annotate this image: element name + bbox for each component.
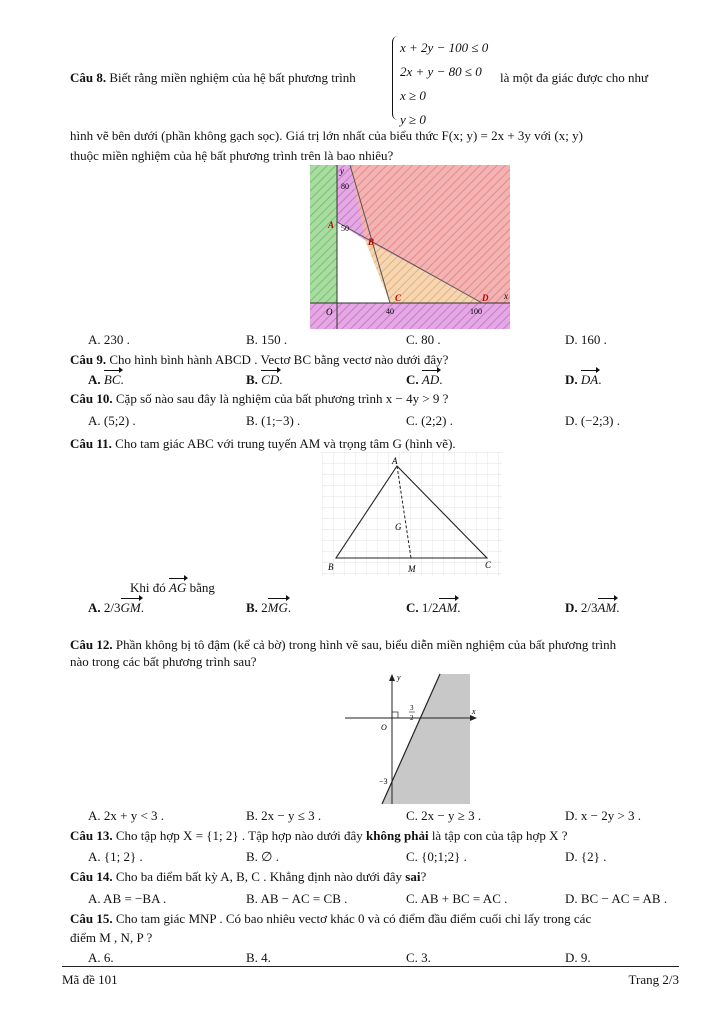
- q8-x-label: x: [504, 291, 508, 301]
- q12-option-b[interactable]: B. 2x − y ≤ 3 .: [246, 808, 322, 823]
- q8-tick-100: 100: [470, 307, 482, 316]
- q8-tick-50: 50: [341, 224, 349, 233]
- q11-then: Khi đó AG bằng: [130, 580, 215, 595]
- q15-option-b[interactable]: B. 4.: [246, 950, 271, 965]
- q8-line3: thuộc miền nghiệm của hệ bất phương trình trên là bao nhiêu?: [70, 148, 394, 163]
- q8-option-c[interactable]: C. 80 .: [406, 332, 441, 347]
- q8-after-system: là một đa giác được cho như: [500, 70, 649, 85]
- q10-option-a[interactable]: A. (5;2) .: [88, 413, 136, 428]
- q14-option-b[interactable]: B. AB − AC = CB .: [246, 891, 348, 906]
- q14-option-d[interactable]: D. BC − AC = AB .: [565, 891, 668, 906]
- q15-text2: điểm M , N, P ?: [70, 930, 153, 945]
- q8-tick-40: 40: [386, 307, 394, 316]
- q12-option-c[interactable]: C. 2x − y ≥ 3 .: [406, 808, 482, 823]
- q13-option-b[interactable]: B. ∅ .: [246, 849, 279, 864]
- q11-text: Câu 11. Cho tam giác ABC với trung tuyến AM và trọng tâm G (hình vẽ).: [70, 436, 456, 451]
- q9-option-c[interactable]: C. AD.: [406, 372, 443, 387]
- q11-label-c: C: [485, 560, 492, 570]
- q8-line2: hình vẽ bên dưới (phần không gạch sọc). Giá trị lớn nhất của biểu thức F(x; y) = 2x + 3y với (x; y): [70, 128, 583, 143]
- q12-tick-minus3: −3: [379, 777, 388, 786]
- q11-label-g: G: [395, 522, 402, 532]
- q9-text: Câu 9. Cho hình bình hành ABCD . Vectơ BC bằng vectơ nào dưới đây?: [70, 352, 449, 367]
- q14-option-c[interactable]: C. AB + BC = AC .: [406, 891, 508, 906]
- q11-option-c[interactable]: C. 1/2AM.: [406, 600, 461, 615]
- q8-y-label: y: [340, 166, 344, 176]
- footer-divider: [62, 966, 679, 967]
- q8-origin: O: [326, 307, 333, 317]
- q11-label-b: B: [328, 562, 334, 572]
- q9-option-b[interactable]: B. CD.: [246, 372, 283, 387]
- footer-exam-code: Mã đề 101: [62, 972, 118, 987]
- q8-option-d[interactable]: D. 160 .: [565, 332, 607, 347]
- q8-figure: [310, 165, 510, 329]
- q12-text2: nào trong các bất phương trình sau?: [70, 654, 257, 669]
- q8-system: [400, 36, 488, 132]
- q13-text: Câu 13. Cho tập hợp X = {1; 2} . Tập hợp nào dưới đây không phải là tập con của tập hợp X ?: [70, 828, 568, 843]
- q12-y-label: y: [397, 673, 401, 682]
- q8-point-b: B: [368, 237, 375, 247]
- q8-point-c: C: [395, 293, 402, 303]
- q15-text1: Câu 15. Cho tam giác MNP . Có bao nhiêu vectơ khác 0 và có điểm đầu điểm cuối chỉ lấy trong các: [70, 911, 592, 926]
- q14-option-a[interactable]: A. AB = −BA .: [88, 891, 167, 906]
- q8-option-b[interactable]: B. 150 .: [246, 332, 288, 347]
- q13-option-c[interactable]: C. {0;1;2} .: [406, 849, 467, 864]
- q11-label-a: A: [392, 456, 398, 466]
- q15-option-a[interactable]: A. 6.: [88, 950, 114, 965]
- q11-option-b[interactable]: B. 2MG.: [246, 600, 292, 615]
- q8-point-a: A: [328, 220, 335, 230]
- q8-option-a[interactable]: A. 230 .: [88, 332, 130, 347]
- q12-x-label: x: [472, 707, 476, 716]
- q13-option-d[interactable]: D. {2} .: [565, 849, 607, 864]
- system-eq-4: y ≥ 0: [400, 112, 426, 127]
- q9-option-a[interactable]: A. BC.: [88, 372, 124, 387]
- q10-option-c[interactable]: C. (2;2) .: [406, 413, 453, 428]
- q12-text1: Câu 12. Phần không bị tô đậm (kể cả bờ) trong hình vẽ sau, biểu diễn miền nghiệm của bất phương trình: [70, 637, 617, 652]
- q15-option-c[interactable]: C. 3.: [406, 950, 431, 965]
- q12-origin: O: [381, 723, 387, 732]
- vector-ag: AG: [169, 580, 187, 595]
- q14-text: Câu 14. Cho ba điểm bất kỳ A, B, C . Khẳng định nào dưới đây sai?: [70, 869, 427, 884]
- q12-tick-num: 3: [410, 704, 414, 712]
- q13-option-a[interactable]: A. {1; 2} .: [88, 849, 143, 864]
- q10-text: Câu 10. Cặp số nào sau đây là nghiệm của bất phương trình x − 4y > 9 ?: [70, 391, 449, 406]
- q10-option-b[interactable]: B. (1;−3) .: [246, 413, 301, 428]
- system-eq-2: 2x + y − 80 ≤ 0: [400, 64, 482, 79]
- q12-tick-den: 2: [410, 714, 414, 722]
- q11-figure: [322, 452, 502, 576]
- q8-point-d: D: [482, 293, 489, 303]
- footer-page-number: Trang 2/3: [628, 972, 679, 987]
- q12-figure: [345, 670, 480, 806]
- q11-label-m: M: [408, 564, 416, 574]
- q15-option-d[interactable]: D. 9.: [565, 950, 591, 965]
- q8-tick-80: 80: [341, 182, 349, 191]
- system-eq-3: x ≥ 0: [400, 88, 426, 103]
- q12-option-d[interactable]: D. x − 2y > 3 .: [565, 808, 642, 823]
- q12-option-a[interactable]: A. 2x + y < 3 .: [88, 808, 165, 823]
- q11-option-d[interactable]: D. 2/3AM.: [565, 600, 620, 615]
- q9-option-d[interactable]: D. DA.: [565, 372, 602, 387]
- system-eq-1: x + 2y − 100 ≤ 0: [400, 40, 489, 55]
- q11-option-a[interactable]: A. 2/3GM.: [88, 600, 144, 615]
- q8-intro: Câu 8. Biết rằng miền nghiệm của hệ bất phương trình: [70, 70, 356, 85]
- q10-option-d[interactable]: D. (−2;3) .: [565, 413, 620, 428]
